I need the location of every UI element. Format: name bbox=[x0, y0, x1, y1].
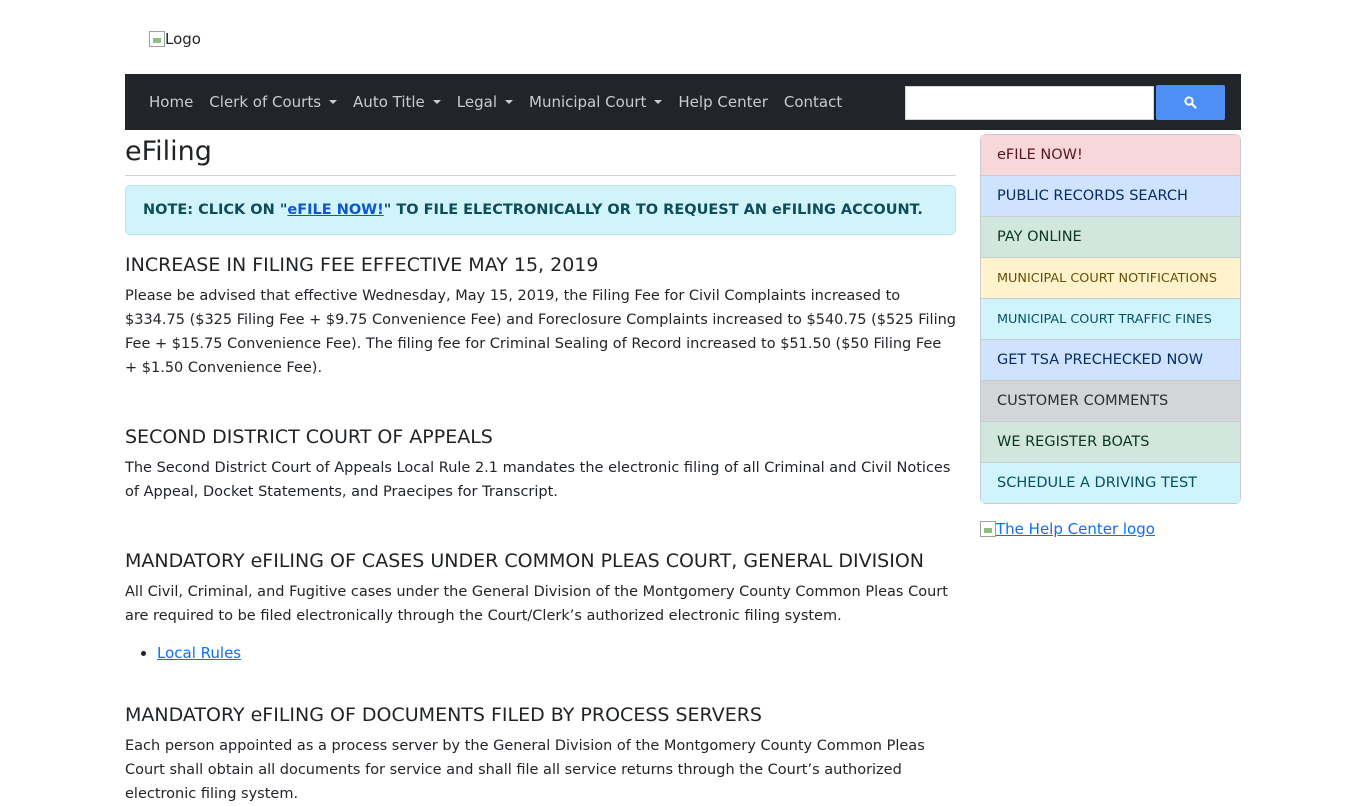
nav-menu bbox=[125, 74, 850, 130]
nav-municipal-court[interactable] bbox=[521, 74, 670, 130]
section-links bbox=[125, 644, 956, 662]
alert-prefix: NOTE: CLICK ON " bbox=[143, 202, 288, 218]
nav-label: Home bbox=[149, 93, 194, 111]
sidebar-item-label: GET TSA PRECHECKED NOW bbox=[997, 352, 1204, 368]
sidebar-item-efile-now[interactable] bbox=[981, 135, 1240, 176]
help-center-logo-alt[interactable]: The Help Center logo bbox=[996, 520, 1155, 538]
nav-label: Contact bbox=[783, 93, 843, 111]
broken-image-icon bbox=[149, 31, 165, 47]
section-body: All Civil, Criminal, and Fugitive cases under the General Division of the Montgomery County Common Pleas Court are required to be filed electronically through the Court/Clerk’s authorized electronic filing system. bbox=[125, 584, 948, 624]
section-body: Each person appointed as a process server by the General Division of the Montgomery County Common Pleas Court shall obtain all documents for service and shall file all service returns through the Court’s authorized electronic filing system. bbox=[125, 738, 925, 802]
local-rules-link[interactable]: Local Rules bbox=[157, 644, 242, 662]
logo-alt-text: Logo bbox=[165, 30, 201, 48]
caret-down-icon bbox=[433, 100, 441, 104]
sidebar-item-label: MUNICIPAL COURT TRAFFIC FINES bbox=[997, 311, 1212, 327]
sidebar-item-label: eFILE NOW! bbox=[997, 147, 1083, 163]
section-body: The Second District Court of Appeals Local Rule 2.1 mandates the electronic filing of all Criminal and Civil Notices of Appeal, Docket Statements, and Praecipes for Transcript. bbox=[125, 460, 951, 500]
section-court-of-appeals bbox=[125, 425, 956, 504]
section-heading: MANDATORY eFILING OF CASES UNDER COMMON PLEAS COURT, GENERAL DIVISION bbox=[125, 550, 925, 572]
site-logo[interactable] bbox=[149, 27, 201, 51]
sidebar-item-label: SCHEDULE A DRIVING TEST bbox=[997, 475, 1198, 491]
logo-image[interactable] bbox=[149, 30, 201, 48]
nav-label: Auto Title bbox=[353, 93, 425, 111]
sidebar-item-schedule-driving-test[interactable] bbox=[981, 463, 1240, 503]
caret-down-icon bbox=[329, 100, 337, 104]
section-body: Please be advised that effective Wednesday, May 15, 2019, the Filing Fee for Civil Complaints increased to $334.75 ($325 Filing Fee + $9.75 Convenience Fee) and Foreclosure Complaints increased to $540.75 ($525 Filing Fee + $15.75 Convenience Fee). The filing fee for Criminal Sealing of Record increased to $51.50 ($50 Filing Fee + $1.50 Convenience Fee). bbox=[125, 288, 957, 376]
sidebar-item-municipal-court-notifications[interactable] bbox=[981, 258, 1240, 299]
sidebar-item-pay-online[interactable] bbox=[981, 217, 1240, 258]
sidebar-item-customer-comments[interactable] bbox=[981, 381, 1240, 422]
sidebar-item-label: CUSTOMER COMMENTS bbox=[997, 393, 1169, 409]
search-icon bbox=[1184, 96, 1197, 109]
nav-label: Help Center bbox=[678, 93, 768, 111]
nav-contact[interactable] bbox=[776, 74, 850, 130]
page-title: eFiling bbox=[125, 130, 956, 176]
section-heading: SECOND DISTRICT COURT OF APPEALS bbox=[125, 426, 493, 448]
section-common-pleas bbox=[125, 549, 956, 662]
quick-links-sidebar bbox=[980, 134, 1241, 504]
nav-label: Municipal Court bbox=[529, 93, 647, 111]
section-heading: INCREASE IN FILING FEE EFFECTIVE MAY 15, 2019 bbox=[125, 254, 599, 276]
sidebar-item-municipal-court-traffic-fines[interactable] bbox=[981, 299, 1240, 340]
sidebar-item-label: PUBLIC RECORDS SEARCH bbox=[997, 188, 1188, 204]
nav-home[interactable] bbox=[141, 74, 201, 130]
caret-down-icon bbox=[654, 100, 662, 104]
section-filing-fee bbox=[125, 253, 956, 380]
efile-note-alert bbox=[125, 185, 956, 235]
alert-suffix: " TO FILE ELECTRONICALLY OR TO REQUEST AN eFILING ACCOUNT. bbox=[383, 202, 923, 218]
nav-legal[interactable] bbox=[449, 74, 521, 130]
caret-down-icon bbox=[505, 100, 513, 104]
broken-image-icon bbox=[980, 521, 996, 537]
sidebar-item-label: WE REGISTER BOATS bbox=[997, 434, 1150, 450]
sidebar-item-label: MUNICIPAL COURT NOTIFICATIONS bbox=[997, 270, 1217, 286]
list-item bbox=[157, 644, 956, 662]
help-center-logo-image[interactable] bbox=[980, 520, 1155, 538]
help-center-logo[interactable] bbox=[980, 520, 1155, 538]
sidebar-item-public-records-search[interactable] bbox=[981, 176, 1240, 217]
nav-help-center[interactable] bbox=[670, 74, 775, 130]
sidebar-item-register-boats[interactable] bbox=[981, 422, 1240, 463]
nav-label: Legal bbox=[456, 93, 497, 111]
sidebar-item-tsa-precheck[interactable] bbox=[981, 340, 1240, 381]
nav-clerk-of-courts[interactable] bbox=[201, 74, 345, 130]
section-process-servers bbox=[125, 703, 956, 806]
nav-label: Clerk of Courts bbox=[209, 93, 322, 111]
efile-now-link[interactable]: eFILE NOW! bbox=[287, 202, 384, 218]
main-navbar bbox=[125, 74, 1241, 130]
search-input[interactable] bbox=[905, 86, 1154, 120]
search-button[interactable] bbox=[1156, 85, 1225, 120]
section-heading: MANDATORY eFILING OF DOCUMENTS FILED BY PROCESS SERVERS bbox=[125, 704, 762, 726]
main-content bbox=[125, 130, 956, 806]
nav-auto-title[interactable] bbox=[345, 74, 449, 130]
sidebar-item-label: PAY ONLINE bbox=[997, 229, 1082, 245]
